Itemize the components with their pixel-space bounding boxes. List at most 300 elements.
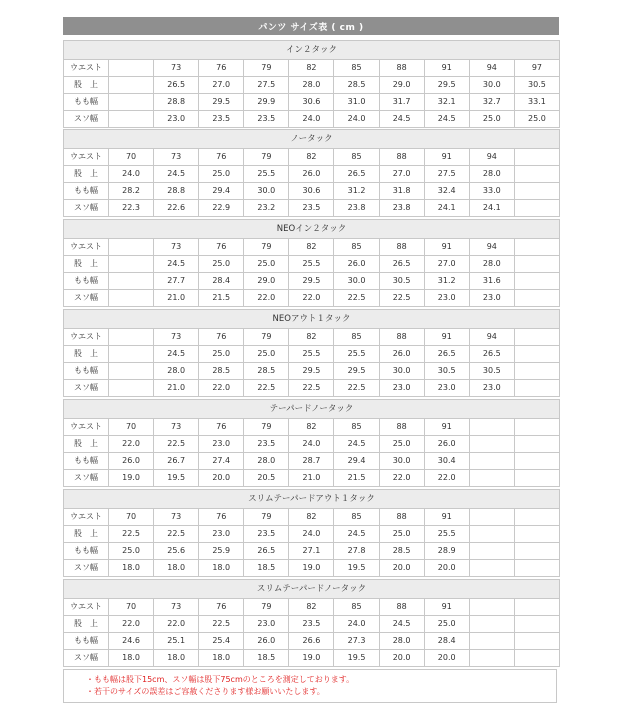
table-cell — [514, 200, 559, 217]
table-cell: 20.0 — [379, 650, 424, 667]
table-cell: 28.5 — [244, 363, 289, 380]
table-cell: 24.0 — [289, 526, 334, 543]
table-cell — [109, 94, 154, 111]
row-label: スソ幅 — [64, 560, 109, 577]
table-cell: 18.0 — [154, 650, 199, 667]
table-cell: 85 — [334, 509, 379, 526]
table-cell: 25.0 — [199, 346, 244, 363]
table-title: テーパードノータック — [64, 400, 560, 419]
row-label: もも幅 — [64, 183, 109, 200]
table-row — [64, 363, 560, 380]
table-cell: 28.5 — [379, 543, 424, 560]
table-cell: 70 — [109, 509, 154, 526]
table-cell: 18.5 — [244, 560, 289, 577]
table-cell: 23.2 — [244, 200, 289, 217]
table-title: イン２タック — [64, 41, 560, 60]
table-cell: 91 — [424, 509, 469, 526]
table-cell: 22.5 — [334, 380, 379, 397]
table-cell: 30.5 — [469, 363, 514, 380]
table-row — [64, 419, 560, 436]
row-label: 股 上 — [64, 256, 109, 273]
table-cell: 22.0 — [379, 470, 424, 487]
row-label: スソ幅 — [64, 380, 109, 397]
table-cell: 22.5 — [154, 436, 199, 453]
table-cell: 85 — [334, 60, 379, 77]
table-cell: 28.0 — [154, 363, 199, 380]
row-label: スソ幅 — [64, 290, 109, 307]
row-label: もも幅 — [64, 453, 109, 470]
table-cell: 19.0 — [109, 470, 154, 487]
table-cell: 79 — [244, 419, 289, 436]
table-cell: 27.5 — [424, 166, 469, 183]
table-cell: 82 — [289, 509, 334, 526]
table-cell: 24.1 — [469, 200, 514, 217]
table-cell: 31.8 — [379, 183, 424, 200]
table-cell: 23.5 — [289, 616, 334, 633]
table-cell: 22.5 — [244, 380, 289, 397]
table-cell: 91 — [424, 149, 469, 166]
table-row — [64, 560, 560, 577]
table-cell: 85 — [334, 149, 379, 166]
table-cell: 76 — [199, 509, 244, 526]
table-cell: 76 — [199, 149, 244, 166]
table-cell: 31.7 — [379, 94, 424, 111]
table-cell: 31.0 — [334, 94, 379, 111]
table-cell: 82 — [289, 599, 334, 616]
table-cell: 23.0 — [469, 380, 514, 397]
table-cell — [469, 526, 514, 543]
table-cell: 30.0 — [469, 77, 514, 94]
table-cell: 27.1 — [289, 543, 334, 560]
table-cell: 91 — [424, 60, 469, 77]
table-cell: 32.4 — [424, 183, 469, 200]
table-cell: 70 — [109, 419, 154, 436]
table-cell: 91 — [424, 239, 469, 256]
table-cell — [469, 436, 514, 453]
table-cell: 22.0 — [199, 380, 244, 397]
table-cell: 85 — [334, 419, 379, 436]
size-table — [63, 129, 560, 217]
table-cell: 25.0 — [379, 526, 424, 543]
table-cell: 23.0 — [469, 290, 514, 307]
row-label: ウエスト — [64, 329, 109, 346]
table-cell: 24.5 — [154, 346, 199, 363]
table-cell — [514, 329, 559, 346]
table-cell — [514, 166, 559, 183]
table-cell: 24.5 — [154, 166, 199, 183]
table-cell — [514, 239, 559, 256]
table-cell: 26.0 — [289, 166, 334, 183]
table-row — [64, 183, 560, 200]
row-label: ウエスト — [64, 239, 109, 256]
table-cell: 26.0 — [334, 256, 379, 273]
table-cell: 82 — [289, 329, 334, 346]
table-cell: 30.4 — [424, 453, 469, 470]
table-cell: 94 — [469, 60, 514, 77]
table-row — [64, 453, 560, 470]
table-cell: 82 — [289, 419, 334, 436]
table-cell: 24.5 — [334, 526, 379, 543]
table-cell: 79 — [244, 239, 289, 256]
table-cell — [109, 273, 154, 290]
table-cell: 23.0 — [424, 290, 469, 307]
table-title: ノータック — [64, 130, 560, 149]
size-table — [63, 579, 560, 667]
table-cell — [109, 346, 154, 363]
table-cell: 22.0 — [424, 470, 469, 487]
table-cell — [514, 526, 559, 543]
table-cell: 21.0 — [289, 470, 334, 487]
table-cell: 25.0 — [424, 616, 469, 633]
table-cell: 23.5 — [289, 200, 334, 217]
size-table — [63, 489, 560, 577]
table-cell: 94 — [469, 329, 514, 346]
table-cell: 19.5 — [334, 650, 379, 667]
table-cell: 91 — [424, 599, 469, 616]
table-cell: 85 — [334, 599, 379, 616]
table-cell — [109, 290, 154, 307]
table-cell: 28.5 — [199, 363, 244, 380]
table-cell: 29.5 — [289, 273, 334, 290]
table-cell — [514, 543, 559, 560]
table-cell: 88 — [379, 239, 424, 256]
table-cell: 22.3 — [109, 200, 154, 217]
table-cell: 30.5 — [514, 77, 559, 94]
table-cell: 22.0 — [154, 616, 199, 633]
table-cell: 25.6 — [154, 543, 199, 560]
table-cell: 23.0 — [379, 380, 424, 397]
table-cell — [469, 453, 514, 470]
row-label: 股 上 — [64, 526, 109, 543]
table-cell: 19.0 — [289, 560, 334, 577]
table-title: NEOアウト１タック — [64, 310, 560, 329]
table-cell: 91 — [424, 419, 469, 436]
table-cell: 27.5 — [244, 77, 289, 94]
table-cell: 18.0 — [199, 650, 244, 667]
table-cell: 25.0 — [244, 256, 289, 273]
table-cell: 23.8 — [334, 200, 379, 217]
table-cell: 24.0 — [109, 166, 154, 183]
table-cell: 28.0 — [379, 633, 424, 650]
table-cell: 23.5 — [199, 111, 244, 128]
table-cell: 26.7 — [154, 453, 199, 470]
table-cell: 85 — [334, 239, 379, 256]
row-label: 股 上 — [64, 166, 109, 183]
table-cell: 85 — [334, 329, 379, 346]
table-cell: 20.0 — [424, 560, 469, 577]
table-row — [64, 77, 560, 94]
table-cell: 20.0 — [379, 560, 424, 577]
table-cell: 25.5 — [334, 346, 379, 363]
table-cell: 22.9 — [199, 200, 244, 217]
table-cell: 73 — [154, 509, 199, 526]
table-cell — [109, 77, 154, 94]
table-cell — [109, 256, 154, 273]
table-cell: 82 — [289, 239, 334, 256]
table-cell: 79 — [244, 329, 289, 346]
table-cell — [469, 633, 514, 650]
row-label: スソ幅 — [64, 650, 109, 667]
table-cell: 18.0 — [199, 560, 244, 577]
table-cell: 26.5 — [424, 346, 469, 363]
table-cell: 73 — [154, 60, 199, 77]
table-cell: 22.0 — [289, 290, 334, 307]
table-cell: 25.5 — [244, 166, 289, 183]
table-cell — [514, 560, 559, 577]
table-cell: 22.5 — [109, 526, 154, 543]
table-cell: 28.9 — [424, 543, 469, 560]
table-cell: 24.5 — [424, 111, 469, 128]
row-label: 股 上 — [64, 616, 109, 633]
table-row — [64, 526, 560, 543]
table-cell — [109, 363, 154, 380]
table-cell: 28.8 — [154, 94, 199, 111]
table-cell: 22.5 — [199, 616, 244, 633]
table-cell: 27.0 — [379, 166, 424, 183]
table-cell — [514, 509, 559, 526]
table-cell — [469, 650, 514, 667]
table-cell: 25.0 — [199, 166, 244, 183]
table-cell: 88 — [379, 60, 424, 77]
note-line: ・若干のサイズの誤差はご容赦くださります様お願いいたします。 — [86, 687, 325, 696]
table-cell — [469, 509, 514, 526]
size-table — [63, 399, 560, 487]
table-cell: 18.5 — [244, 650, 289, 667]
table-cell: 24.5 — [379, 111, 424, 128]
table-cell: 21.0 — [154, 290, 199, 307]
row-label: もも幅 — [64, 94, 109, 111]
table-row — [64, 256, 560, 273]
table-cell: 33.0 — [469, 183, 514, 200]
table-cell: 25.5 — [424, 526, 469, 543]
table-cell: 20.5 — [244, 470, 289, 487]
table-cell — [109, 60, 154, 77]
table-cell: 29.5 — [199, 94, 244, 111]
table-cell — [469, 543, 514, 560]
table-cell — [514, 436, 559, 453]
table-cell: 26.0 — [244, 633, 289, 650]
table-cell: 21.5 — [199, 290, 244, 307]
table-cell: 73 — [154, 149, 199, 166]
table-cell: 28.2 — [109, 183, 154, 200]
table-cell: 76 — [199, 239, 244, 256]
table-title: スリムテーパードアウト１タック — [64, 490, 560, 509]
table-cell: 33.1 — [514, 94, 559, 111]
row-label: 股 上 — [64, 436, 109, 453]
table-row — [64, 200, 560, 217]
table-cell: 25.0 — [379, 436, 424, 453]
table-cell: 19.5 — [334, 560, 379, 577]
table-row — [64, 60, 560, 77]
table-cell: 73 — [154, 239, 199, 256]
table-cell: 30.5 — [379, 273, 424, 290]
table-cell: 22.5 — [154, 526, 199, 543]
notes-box — [63, 669, 557, 703]
table-cell: 26.0 — [424, 436, 469, 453]
table-cell: 76 — [199, 329, 244, 346]
table-cell: 30.0 — [244, 183, 289, 200]
table-row — [64, 470, 560, 487]
table-cell: 23.0 — [199, 436, 244, 453]
table-cell — [514, 183, 559, 200]
table-cell — [514, 346, 559, 363]
table-cell: 31.2 — [424, 273, 469, 290]
page-title: パンツ サイズ表 ( cm ) — [63, 17, 559, 35]
table-cell — [514, 419, 559, 436]
table-cell: 18.0 — [109, 560, 154, 577]
table-cell: 24.1 — [424, 200, 469, 217]
table-cell: 73 — [154, 419, 199, 436]
table-cell: 23.8 — [379, 200, 424, 217]
table-cell: 24.0 — [334, 111, 379, 128]
table-cell: 76 — [199, 60, 244, 77]
table-cell: 28.7 — [289, 453, 334, 470]
table-cell — [514, 633, 559, 650]
table-row — [64, 273, 560, 290]
table-cell: 79 — [244, 509, 289, 526]
table-cell: 23.5 — [244, 436, 289, 453]
table-row — [64, 166, 560, 183]
table-cell: 30.5 — [424, 363, 469, 380]
table-cell: 26.5 — [334, 166, 379, 183]
table-cell: 76 — [199, 419, 244, 436]
table-cell — [514, 149, 559, 166]
table-cell: 28.0 — [469, 166, 514, 183]
table-cell: 22.5 — [289, 380, 334, 397]
table-row — [64, 239, 560, 256]
table-cell — [514, 256, 559, 273]
table-cell: 88 — [379, 599, 424, 616]
table-cell: 97 — [514, 60, 559, 77]
table-cell: 22.0 — [244, 290, 289, 307]
table-cell: 31.2 — [334, 183, 379, 200]
table-cell — [514, 290, 559, 307]
table-cell — [469, 419, 514, 436]
table-cell — [514, 470, 559, 487]
table-cell: 21.5 — [334, 470, 379, 487]
table-row — [64, 329, 560, 346]
table-title: スリムテーパードノータック — [64, 580, 560, 599]
table-cell: 32.1 — [424, 94, 469, 111]
row-label: 股 上 — [64, 77, 109, 94]
table-cell: 88 — [379, 509, 424, 526]
table-cell: 23.0 — [424, 380, 469, 397]
table-cell: 25.5 — [289, 256, 334, 273]
row-label: もも幅 — [64, 543, 109, 560]
size-table — [63, 40, 560, 128]
table-cell: 30.6 — [289, 94, 334, 111]
table-cell: 23.0 — [154, 111, 199, 128]
table-cell — [469, 470, 514, 487]
table-cell: 26.5 — [154, 77, 199, 94]
table-cell: 27.4 — [199, 453, 244, 470]
table-cell: 25.5 — [289, 346, 334, 363]
table-cell: 70 — [109, 599, 154, 616]
row-label: ウエスト — [64, 60, 109, 77]
row-label: ウエスト — [64, 419, 109, 436]
table-cell: 25.1 — [154, 633, 199, 650]
table-cell: 22.6 — [154, 200, 199, 217]
table-cell: 26.0 — [379, 346, 424, 363]
row-label: ウエスト — [64, 509, 109, 526]
table-cell: 23.5 — [244, 111, 289, 128]
table-row — [64, 94, 560, 111]
table-cell: 22.5 — [334, 290, 379, 307]
table-cell: 73 — [154, 329, 199, 346]
table-cell: 25.0 — [244, 346, 289, 363]
table-cell: 79 — [244, 149, 289, 166]
table-cell: 94 — [469, 239, 514, 256]
table-row — [64, 290, 560, 307]
row-label: スソ幅 — [64, 111, 109, 128]
table-cell: 88 — [379, 329, 424, 346]
size-table — [63, 219, 560, 307]
row-label: ウエスト — [64, 599, 109, 616]
table-row — [64, 149, 560, 166]
table-cell: 29.5 — [289, 363, 334, 380]
table-cell: 24.0 — [289, 111, 334, 128]
table-row — [64, 436, 560, 453]
row-label: ウエスト — [64, 149, 109, 166]
table-row — [64, 380, 560, 397]
row-label: スソ幅 — [64, 200, 109, 217]
table-cell: 30.6 — [289, 183, 334, 200]
table-cell: 91 — [424, 329, 469, 346]
table-cell: 29.5 — [334, 363, 379, 380]
table-cell: 25.0 — [199, 256, 244, 273]
table-cell: 24.0 — [289, 436, 334, 453]
table-cell: 88 — [379, 419, 424, 436]
table-cell: 20.0 — [199, 470, 244, 487]
table-cell — [514, 380, 559, 397]
table-cell — [109, 239, 154, 256]
table-cell: 19.5 — [154, 470, 199, 487]
table-cell: 27.0 — [199, 77, 244, 94]
table-cell — [514, 599, 559, 616]
table-cell: 29.0 — [379, 77, 424, 94]
table-cell: 25.0 — [514, 111, 559, 128]
table-cell: 25.0 — [109, 543, 154, 560]
row-label: スソ幅 — [64, 470, 109, 487]
table-cell — [109, 380, 154, 397]
table-cell: 25.4 — [199, 633, 244, 650]
table-cell — [469, 616, 514, 633]
table-cell: 26.0 — [109, 453, 154, 470]
table-cell — [469, 560, 514, 577]
table-cell: 28.0 — [244, 453, 289, 470]
table-row — [64, 616, 560, 633]
table-cell — [514, 616, 559, 633]
table-cell: 22.0 — [109, 436, 154, 453]
table-cell: 26.5 — [469, 346, 514, 363]
table-cell: 82 — [289, 60, 334, 77]
table-cell: 24.5 — [334, 436, 379, 453]
table-cell: 24.5 — [154, 256, 199, 273]
row-label: 股 上 — [64, 346, 109, 363]
table-cell: 27.0 — [424, 256, 469, 273]
table-row — [64, 509, 560, 526]
table-cell — [514, 453, 559, 470]
table-cell: 26.5 — [379, 256, 424, 273]
table-cell — [514, 363, 559, 380]
table-cell: 22.0 — [109, 616, 154, 633]
table-cell: 88 — [379, 149, 424, 166]
row-label: もも幅 — [64, 363, 109, 380]
table-cell: 76 — [199, 599, 244, 616]
table-cell: 23.0 — [199, 526, 244, 543]
table-cell: 28.5 — [334, 77, 379, 94]
table-cell: 28.0 — [469, 256, 514, 273]
